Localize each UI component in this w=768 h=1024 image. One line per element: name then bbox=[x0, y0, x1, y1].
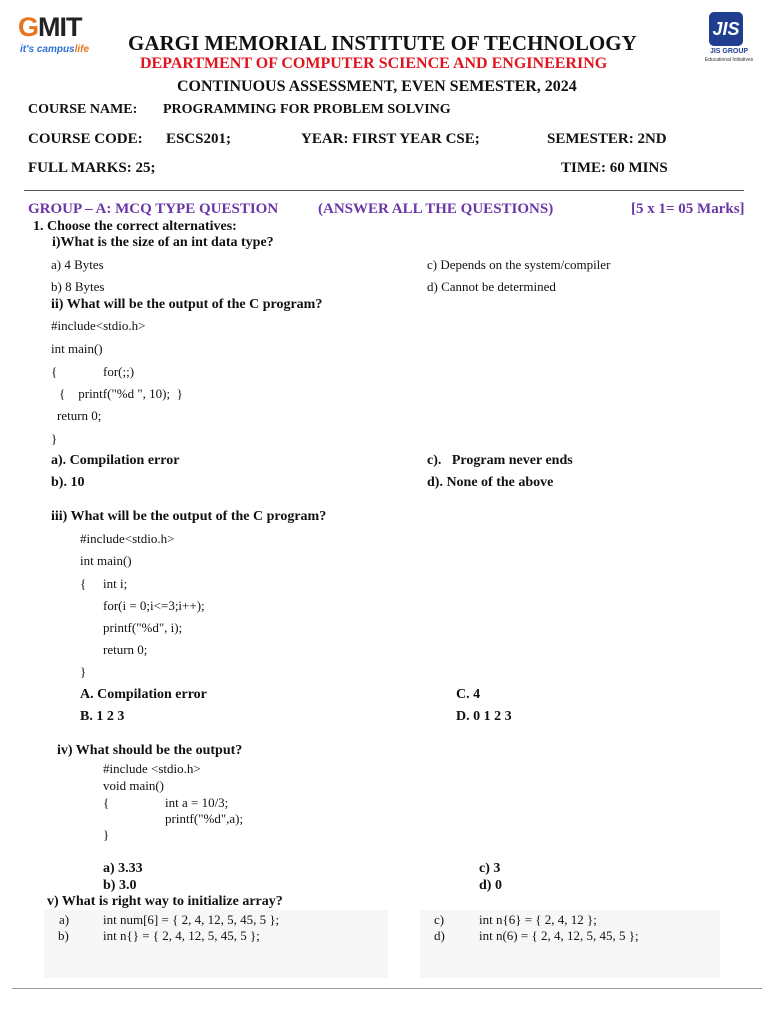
q1-iii-option-a: A. Compilation error bbox=[80, 687, 207, 702]
footer-divider bbox=[12, 988, 762, 989]
q1-ii-option-c: c). Program never ends bbox=[427, 453, 573, 468]
q1-i-option-d: d) Cannot be determined bbox=[427, 279, 556, 294]
gmit-logo-tagline: it's campuslife bbox=[20, 44, 90, 55]
q1-i-option-b: b) 8 Bytes bbox=[51, 279, 105, 294]
q1-i-question: i)What is the size of an int data type? bbox=[52, 235, 274, 250]
jis-group-logo bbox=[700, 12, 758, 72]
q1-ii-question: ii) What will be the output of the C program? bbox=[51, 297, 323, 312]
institute-title: GARGI MEMORIAL INSTITUTE OF TECHNOLOGY bbox=[128, 31, 637, 55]
q1-v-option-c: int n{6} = { 2, 4, 12 }; bbox=[479, 912, 597, 927]
full-marks-text: FULL MARKS: 25; bbox=[28, 160, 156, 176]
q1-v-option-b-label: b) bbox=[58, 928, 69, 943]
q1-iii-option-d: D. 0 1 2 3 bbox=[456, 709, 512, 724]
q1-ii-code-line: { printf("%d ", 10); } bbox=[59, 386, 183, 401]
q1-iii-code-line: for(i = 0;i<=3;i++); bbox=[103, 598, 205, 613]
q1-iv-option-b: b) 3.0 bbox=[103, 878, 137, 893]
q1-iii-code-line: return 0; bbox=[103, 642, 148, 657]
q1-i-option-c: c) Depends on the system/compiler bbox=[427, 257, 611, 272]
q1-ii-option-a: a). Compilation error bbox=[51, 453, 180, 468]
q1-iv-code-line: #include <stdio.h> bbox=[103, 761, 201, 776]
q1-iv-option-a: a) 3.33 bbox=[103, 861, 143, 876]
q1-iii-code-line: #include<stdio.h> bbox=[80, 531, 175, 546]
q1-v-option-d: int n(6) = { 2, 4, 12, 5, 45, 5 }; bbox=[479, 928, 639, 943]
header-divider bbox=[24, 190, 744, 191]
q1-ii-option-d: d). None of the above bbox=[427, 475, 554, 490]
q1-iv-code-line: printf("%d",a); bbox=[165, 811, 244, 826]
q1-ii-code-line: for(;;) bbox=[103, 364, 135, 379]
q1-iv-code-line: } bbox=[103, 827, 110, 842]
q1-iv-option-d: d) 0 bbox=[479, 878, 502, 893]
q1-v-question: v) What is right way to initialize array? bbox=[47, 894, 283, 909]
q1-iii-code-line: printf("%d", i); bbox=[103, 620, 183, 635]
q1-iii-code-line: } bbox=[80, 664, 87, 679]
q1-iv-code-line: int a = 10/3; bbox=[165, 795, 229, 810]
jis-logo-mark: JIS bbox=[709, 12, 743, 46]
q1-iv-option-c: c) 3 bbox=[479, 861, 501, 876]
q1-ii-code-line: { bbox=[51, 364, 58, 379]
department-title: DEPARTMENT OF COMPUTER SCIENCE AND ENGINEERING bbox=[140, 55, 608, 72]
q1-i-option-a: a) 4 Bytes bbox=[51, 257, 104, 272]
q1-heading: 1. Choose the correct alternatives: bbox=[33, 219, 237, 234]
q1-iii-code-line: { bbox=[80, 576, 87, 591]
course-code-label: COURSE CODE: bbox=[28, 131, 143, 147]
q1-iii-option-b: B. 1 2 3 bbox=[80, 709, 125, 724]
course-name-label: COURSE NAME: bbox=[28, 102, 138, 117]
q1-v-option-c-label: c) bbox=[434, 912, 445, 927]
q1-ii-code-line: return 0; bbox=[57, 408, 102, 423]
q1-v-option-a: int num[6] = { 2, 4, 12, 5, 45, 5 }; bbox=[103, 912, 280, 927]
gmit-logo bbox=[18, 12, 114, 60]
q1-iv-code-line: void main() bbox=[103, 778, 165, 793]
q1-v-option-d-label: d) bbox=[434, 928, 445, 943]
group-title: GROUP – A: MCQ TYPE QUESTION bbox=[28, 201, 279, 217]
q1-iii-code-line: int main() bbox=[80, 553, 132, 568]
q1-iii-option-c: C. 4 bbox=[456, 687, 481, 702]
course-name-value: PROGRAMMING FOR PROBLEM SOLVING bbox=[163, 102, 451, 117]
q1-iii-question: iii) What will be the output of the C program? bbox=[51, 509, 327, 524]
group-instruction: (ANSWER ALL THE QUESTIONS) bbox=[318, 201, 554, 217]
q1-iv-code-line: { bbox=[103, 795, 110, 810]
q1-v-option-b: int n{} = { 2, 4, 12, 5, 45, 5 }; bbox=[103, 928, 260, 943]
group-marks: [5 x 1= 05 Marks] bbox=[631, 201, 745, 217]
course-code-value: ESCS201; bbox=[166, 131, 232, 147]
semester-text: SEMESTER: 2ND bbox=[547, 131, 667, 147]
assessment-title: CONTINUOUS ASSESSMENT, EVEN SEMESTER, 2024 bbox=[177, 78, 577, 95]
q1-v-option-a-label: a) bbox=[59, 912, 70, 927]
q1-iv-question: iv) What should be the output? bbox=[57, 743, 243, 758]
q1-ii-code-line: #include<stdio.h> bbox=[51, 318, 146, 333]
jis-logo-sub: Educational Initiatives bbox=[704, 57, 754, 63]
year-text: YEAR: FIRST YEAR CSE; bbox=[301, 131, 480, 147]
time-text: TIME: 60 MINS bbox=[561, 160, 668, 176]
q1-iii-code-line: int i; bbox=[103, 576, 128, 591]
jis-logo-group: JIS GROUP bbox=[709, 48, 749, 55]
gmit-logo-mark: GMIT bbox=[18, 12, 82, 42]
q1-ii-code-line: } bbox=[51, 431, 58, 446]
q1-ii-code-line: int main() bbox=[51, 341, 103, 356]
q1-ii-option-b: b). 10 bbox=[51, 475, 85, 490]
